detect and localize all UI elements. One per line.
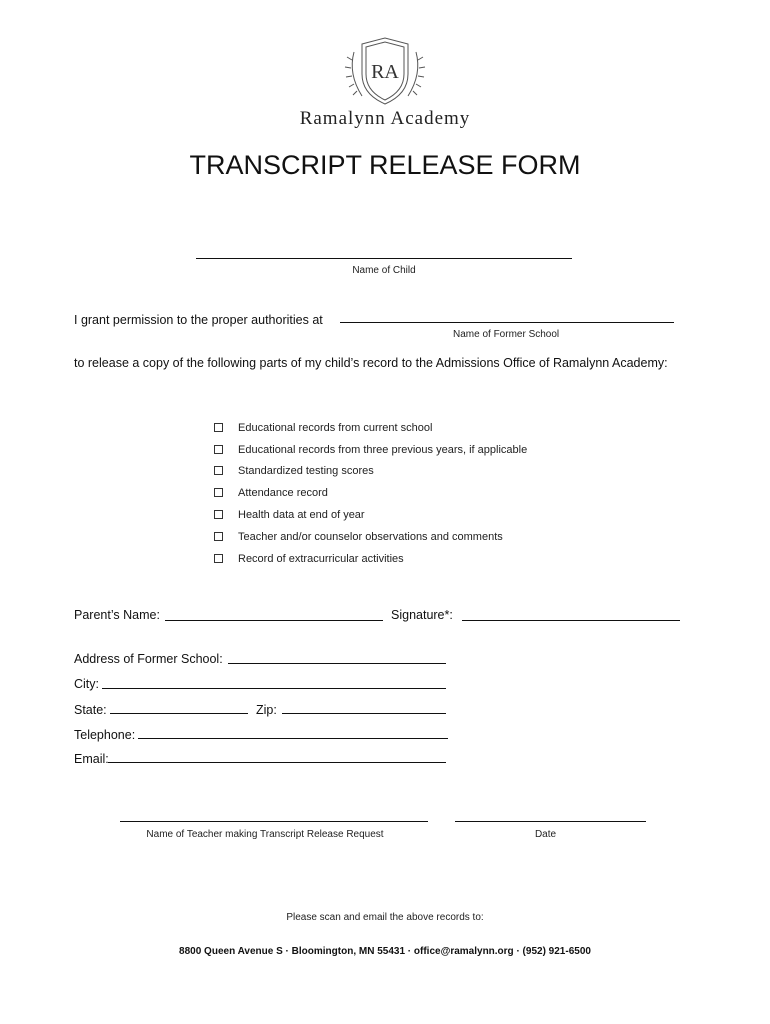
record-option-current-school[interactable]	[214, 422, 432, 434]
record-option-label: Standardized testing scores	[238, 465, 374, 477]
city-line[interactable]	[102, 688, 446, 689]
city-label: City:	[74, 677, 99, 691]
former-school-line[interactable]	[340, 322, 674, 323]
signature-line[interactable]	[462, 620, 680, 621]
record-option-label: Educational records from current school	[238, 422, 433, 434]
telephone-line[interactable]	[138, 738, 448, 739]
record-option-label: Record of extracurricular activities	[238, 553, 404, 565]
child-name-caption: Name of Child	[352, 265, 416, 276]
logo-monogram: RA	[371, 61, 399, 83]
teacher-name-caption: Name of Teacher making Transcript Release Request	[146, 829, 384, 840]
grant-permission-text: I grant permission to the proper authorities at	[74, 313, 323, 327]
zip-line[interactable]	[282, 713, 446, 714]
academy-name: Ramalynn Academy	[299, 108, 471, 129]
telephone-label: Telephone:	[74, 728, 136, 742]
record-option-health-data[interactable]	[214, 509, 365, 521]
parent-name-line[interactable]	[165, 620, 383, 621]
zip-label: Zip:	[256, 703, 277, 717]
email-line[interactable]	[108, 762, 446, 763]
form-title: TRANSCRIPT RELEASE FORM	[189, 150, 581, 180]
record-option-testing-scores[interactable]	[214, 465, 374, 477]
record-option-teacher-observations[interactable]	[214, 531, 503, 543]
checkbox[interactable]	[214, 532, 223, 541]
date-line[interactable]	[455, 821, 646, 822]
checkbox[interactable]	[214, 510, 223, 519]
record-option-label: Teacher and/or counselor observations and comments	[238, 531, 503, 543]
teacher-name-line[interactable]	[120, 821, 428, 822]
address-line[interactable]	[228, 663, 446, 664]
email-label: Email:	[74, 752, 109, 766]
former-school-caption: Name of Former School	[453, 329, 560, 340]
record-option-label: Health data at end of year	[238, 509, 365, 521]
record-option-previous-years[interactable]	[214, 444, 527, 456]
checkbox[interactable]	[214, 554, 223, 563]
date-caption: Date	[534, 829, 557, 840]
record-option-attendance[interactable]	[214, 487, 328, 499]
record-option-extracurricular[interactable]	[214, 553, 404, 565]
checkbox[interactable]	[214, 466, 223, 475]
parent-name-label: Parent’s Name:	[74, 608, 160, 622]
child-name-line[interactable]	[196, 258, 572, 259]
address-label: Address of Former School:	[74, 652, 223, 666]
checkbox[interactable]	[214, 445, 223, 454]
state-line[interactable]	[110, 713, 248, 714]
checkbox[interactable]	[214, 423, 223, 432]
contact-info: 8800 Queen Avenue S · Bloomington, MN 55431 · office@ramalynn.org · (952) 921-6500	[179, 946, 591, 957]
release-text: to release a copy of the following parts of my child’s record to the Admissions Office of Ramalynn Academy:	[74, 356, 668, 370]
record-option-label: Educational records from three previous years, if applicable	[238, 444, 528, 456]
signature-label: Signature*:	[391, 608, 453, 622]
academy-crest-logo	[340, 34, 430, 110]
submission-instruction: Please scan and email the above records to:	[286, 912, 484, 923]
checkbox[interactable]	[214, 488, 223, 497]
state-label: State:	[74, 703, 107, 717]
record-option-label: Attendance record	[238, 487, 328, 499]
